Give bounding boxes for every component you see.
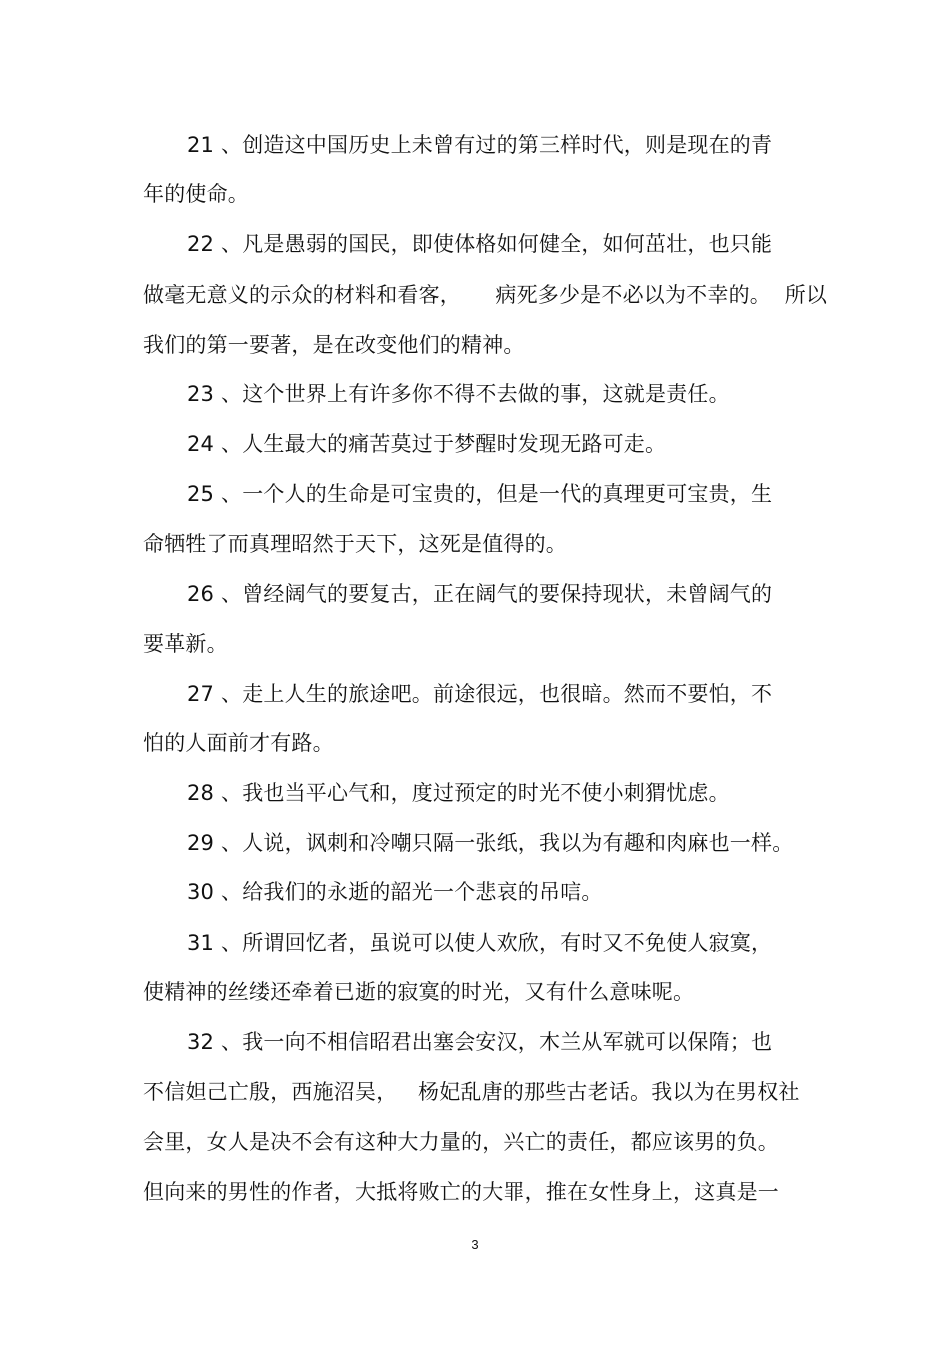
text-line: 30 、给我们的永逝的韶光一个悲哀的吊唁。 — [187, 880, 603, 904]
text-line: 27 、走上人生的旅途吧。前途很远，也很暗。然而不要怕，不 — [187, 682, 773, 706]
text-line: 但向来的男性的作者，大抵将败亡的大罪，推在女性身上，这真是一 — [143, 1180, 779, 1204]
text-line: 25 、一个人的生命是可宝贵的，但是一代的真理更可宝贵，生 — [187, 482, 773, 506]
text-line: 命牺牲了而真理昭然于天下，这死是值得的。 — [143, 532, 567, 556]
text-line: 28 、我也当平心气和，度过预定的时光不使小刺猬忧虑。 — [187, 781, 730, 805]
text-line: 年的使命。 — [143, 182, 249, 206]
text-line: 要革新。 — [143, 632, 228, 656]
text-line: 23 、这个世界上有许多你不得不去做的事，这就是责任。 — [187, 382, 730, 406]
text-line: 29 、人说，讽刺和冷嘲只隔一张纸，我以为有趣和肉麻也一样。 — [187, 831, 794, 855]
text-line: 怕的人面前才有路。 — [143, 731, 334, 755]
text-line: 32 、我一向不相信昭君出塞会安汉，木兰从军就可以保隋；也 — [187, 1030, 773, 1054]
text-line: 使精神的丝缕还牵着已逝的寂寞的时光，又有什么意味呢。 — [143, 980, 695, 1004]
text-line: 22 、凡是愚弱的国民，即使体格如何健全，如何茁壮，也只能 — [187, 232, 773, 256]
text-line: 会里，女人是决不会有这种大力量的，兴亡的责任，都应该男的负。 — [143, 1130, 779, 1154]
text-line: 21 、创造这中国历史上未曾有过的第三样时代，则是现在的青 — [187, 133, 773, 157]
text-line: 26 、曾经阔气的要复古，正在阔气的要保持现状，未曾阔气的 — [187, 582, 773, 606]
text-line: 不信妲己亡殷，西施沼吴， 杨妃乱唐的那些古老话。我以为在男权社 — [143, 1080, 800, 1104]
text-line: 我们的第一要著，是在改变他们的精神。 — [143, 333, 525, 357]
text-line: 24 、人生最大的痛苦莫过于梦醒时发现无路可走。 — [187, 432, 667, 456]
text-line: 做毫无意义的示众的材料和看客， 病死多少是不必以为不幸的。 所以 — [143, 283, 828, 307]
page-number: 3 — [471, 1237, 479, 1252]
text-line: 31 、所谓回忆者，虽说可以使人欢欣，有时又不免使人寂寞， — [187, 931, 773, 955]
